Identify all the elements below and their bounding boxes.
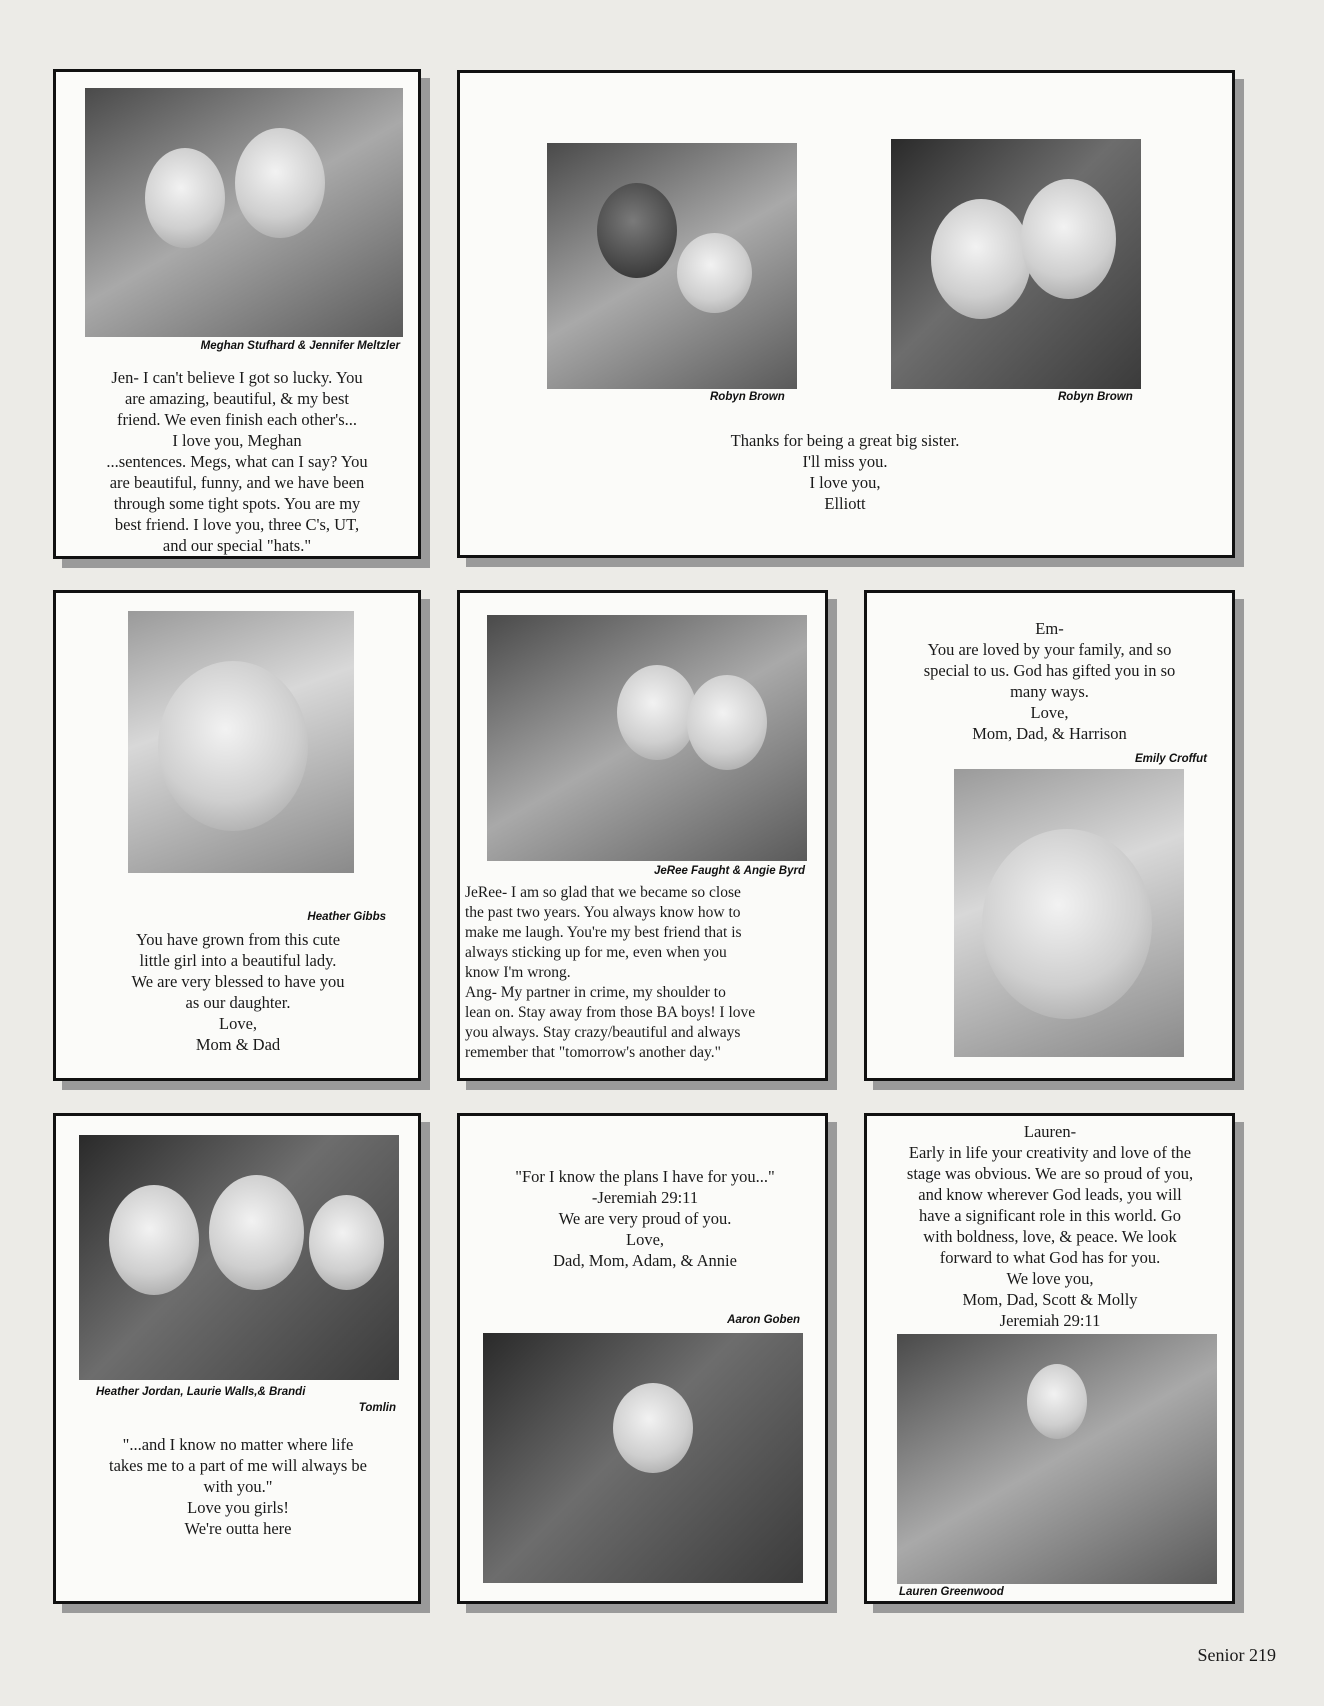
photo-caption-left: Robyn Brown xyxy=(710,391,785,403)
photo-meghan-jennifer xyxy=(85,88,403,337)
tribute-message: Thanks for being a great big sister. I'll miss you. I love you, Elliott xyxy=(730,431,960,513)
tribute-message: Em- You are loved by your family, and so special to us. God has gifted you in so many ways. Love, Mom, Dad, & Harrison xyxy=(923,619,1176,743)
photo-aaron-goben xyxy=(483,1333,803,1583)
tribute-box-heather-laurie-brandi xyxy=(53,1113,421,1604)
photo-robyn-brown-2 xyxy=(891,139,1141,389)
tribute-message: "...and I know no matter where life takes me to a part of me will always be with you." Love you girls! We're outta here xyxy=(109,1435,367,1538)
tribute-message: JeRee- I am so glad that we became so close the past two years. You always know how to make me laugh. You're my best friend that is always sticking up for me, even when you know I'm wrong. Ang- My partner in crime, my shoulder to lean on. Stay away from those BA boys! I love you always. Stay crazy/beautiful and always remember that "tomorrow's another day." xyxy=(465,884,756,1061)
page-number: Senior 219 xyxy=(1197,1645,1276,1665)
photo-caption: Heather Jordan, Laurie Walls,& Brandi xyxy=(96,1386,306,1398)
photo-robyn-brown-1 xyxy=(547,143,797,389)
photo-caption-continued: Tomlin xyxy=(358,1402,396,1414)
tribute-box-heather-gibbs xyxy=(53,590,421,1081)
tribute-box-jeree-angie xyxy=(457,590,828,1081)
tribute-box-meghan-jennifer xyxy=(53,69,421,559)
photo-caption: Aaron Goben xyxy=(727,1314,800,1326)
photo-caption: Heather Gibbs xyxy=(307,911,386,923)
photo-caption-right: Robyn Brown xyxy=(1058,391,1133,403)
tribute-message: Jen- I can't believe I got so lucky. You are amazing, beautiful, & my best friend. We even finish each other's... I love you, Meghan ...sentences. Megs, what can I say? You are beautiful, funny, and we have been through some tight spots. You are my best friend. I love you, three C's, UT, and our special "hats." xyxy=(106,368,368,555)
tribute-box-lauren-greenwood xyxy=(864,1113,1235,1604)
photo-heather-gibbs xyxy=(128,611,354,873)
photo-caption: Meghan Stufhard & Jennifer Meltzler xyxy=(200,340,400,352)
tribute-message: Lauren- Early in life your creativity and love of the stage was obvious. We are so proud of you, and know wherever God leads, you will have a significant role in this world. Go with boldness, love, & peace. We look forward to what God has for you. We love you, Mom, Dad, Scott & Molly Jeremiah 29:11 xyxy=(906,1122,1194,1330)
tribute-message: You have grown from this cute little girl into a beautiful lady. We are very blessed to have you as our daughter. Love, Mom & Dad xyxy=(131,930,345,1054)
tribute-box-aaron-goben xyxy=(457,1113,828,1604)
photo-caption: JeRee Faught & Angie Byrd xyxy=(653,865,805,877)
tribute-box-emily-croffut xyxy=(864,590,1235,1081)
photo-emily-croffut xyxy=(954,769,1184,1057)
photo-caption: Lauren Greenwood xyxy=(899,1586,1004,1598)
photo-lauren-greenwood xyxy=(897,1334,1217,1584)
photo-heather-laurie-brandi xyxy=(79,1135,399,1380)
tribute-message: "For I know the plans I have for you..." -Jeremiah 29:11 We are very proud of you. Love, Dad, Mom, Adam, & Annie xyxy=(515,1167,775,1270)
photo-jeree-angie xyxy=(487,615,807,861)
photo-caption: Emily Croffut xyxy=(1135,753,1207,765)
tribute-box-robyn-brown xyxy=(457,70,1235,558)
